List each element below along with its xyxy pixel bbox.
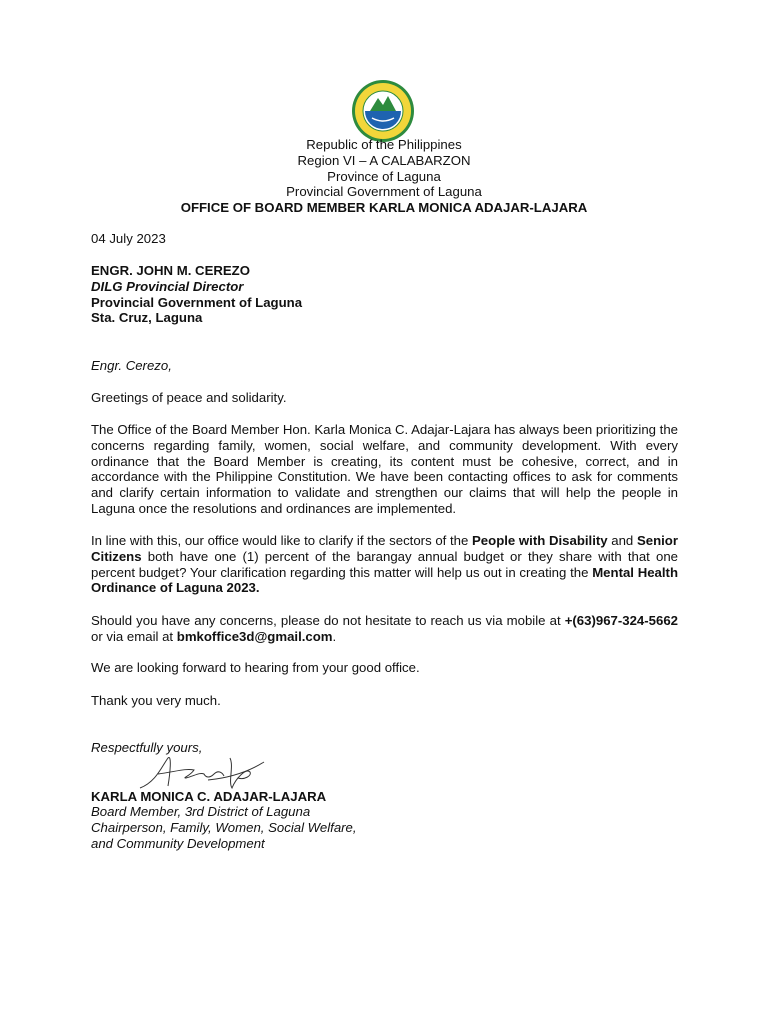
- recipient-name: ENGR. JOHN M. CEREZO: [91, 263, 250, 278]
- signatory-title-line: Board Member, 3rd District of Laguna: [91, 804, 311, 819]
- contact-text: .: [332, 628, 337, 644]
- signatory-titles: [91, 804, 678, 851]
- signatory-title-line: and Community Development: [91, 835, 265, 851]
- salutation: Engr. Cerezo,: [91, 358, 172, 373]
- clarify-text: and: [607, 533, 637, 548]
- signatory-title-line: Chairperson, Family, Women, Social Welfare,: [91, 819, 357, 835]
- clarification-paragraph: [91, 533, 678, 596]
- clarify-text: both have one (1) percent of the barangay annual budget or they share with that one percent budget? Your clarification regarding this matter will help us out in creating the: [91, 548, 678, 580]
- letterhead-government: Provincial Government of Laguna: [286, 184, 482, 200]
- letter-date: 04 July 2023: [91, 231, 166, 246]
- intro-paragraph: The Office of the Board Member Hon. Karla Monica C. Adajar-Lajara has always been prioritizing the concerns regarding family, women, social welfare, and community development. With every ordinance that the Board Member is creating, its content must be cohesive, correct, and in accordance with the Philippine Constitution. We have been contacting offices to ask for comments and clarify certain information to validate and strengthen our claims that will help the people in Laguna once the resolutions and ordinances are implemented.: [91, 422, 678, 516]
- contact-text: or via email at: [91, 628, 177, 644]
- contact-paragraph: [91, 613, 678, 645]
- signatory-name: KARLA MONICA C. ADAJAR-LAJARA: [91, 789, 327, 804]
- greeting-paragraph: Greetings of peace and solidarity.: [91, 390, 287, 405]
- recipient-position: DILG Provincial Director: [91, 278, 244, 294]
- clarify-pwd: People with Disability: [472, 533, 608, 548]
- letterhead-region: Region VI – A CALABARZON: [297, 152, 471, 168]
- letterhead-province: Province of Laguna: [327, 168, 441, 184]
- clarify-senior: Senior Citizens: [91, 533, 678, 564]
- contact-text: Should you have any concerns, please do not hesitate to reach us via mobile at: [91, 613, 565, 628]
- thanks-paragraph: Thank you very much.: [91, 693, 221, 708]
- contact-email: bmkoffice3d@gmail.com: [176, 628, 333, 644]
- recipient-address: Sta. Cruz, Laguna: [91, 310, 203, 326]
- recipient-block: [91, 263, 678, 326]
- letterhead-office: OFFICE OF BOARD MEMBER KARLA MONICA ADAJAR-LAJARA: [180, 200, 588, 216]
- clarify-text: In line with this, our office would like to clarify if the sectors of the: [91, 533, 473, 548]
- provincial-seal-logo: [350, 78, 416, 144]
- closing: Respectfully yours,: [91, 740, 203, 755]
- letterhead-country: Republic of the Philippines: [306, 137, 462, 152]
- forward-paragraph: We are looking forward to hearing from your good office.: [91, 660, 420, 675]
- letterhead: [0, 137, 768, 216]
- clarify-ordinance: Mental Health Ordinance of Laguna 2023.: [91, 564, 679, 596]
- contact-phone: +(63)967-324-5662: [564, 613, 678, 628]
- recipient-organization: Provincial Government of Laguna: [91, 294, 303, 310]
